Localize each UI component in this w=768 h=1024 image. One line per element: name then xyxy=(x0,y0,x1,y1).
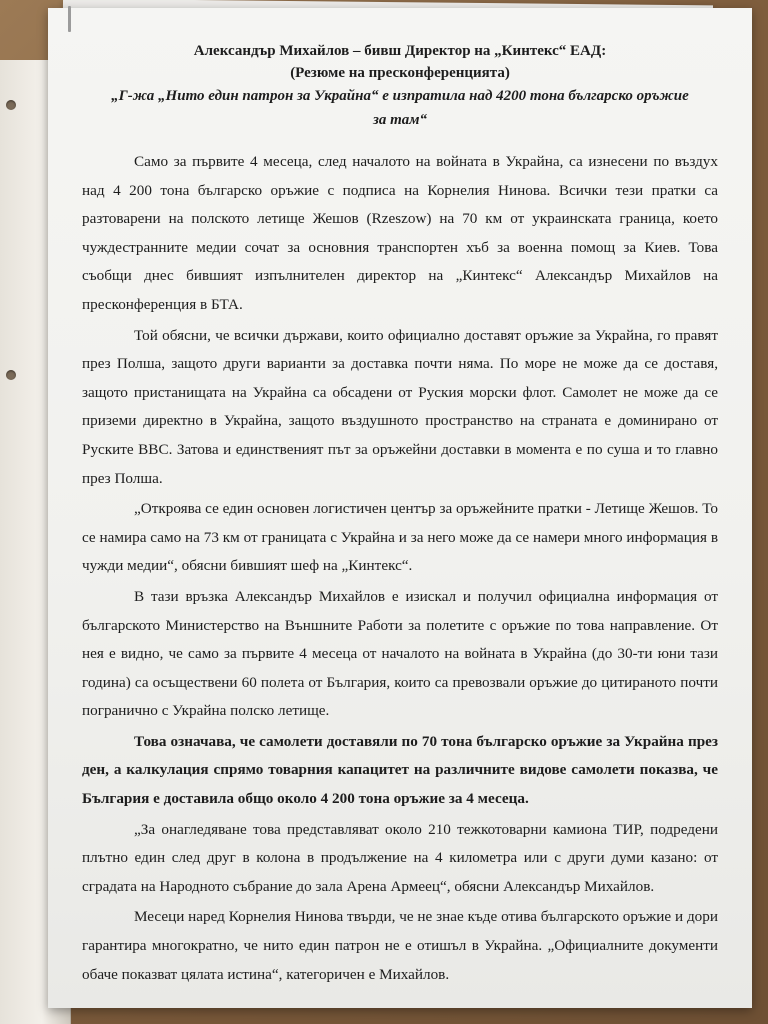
binder-hole xyxy=(6,370,16,380)
paragraph-bold: Това означава, че самолети доставяли по 70 тона българско оръжие за Украйна през ден, а калкулация спрямо товарния капацитет на различните видове самолети показва, че България е доставила общо около 4 200 тона оръжие за 4 месеца. xyxy=(82,732,718,808)
paragraph: „Откроява се един основен логистичен център за оръжейните пратки - Летище Жешов. То се намира само на 73 км от границата с Украйна и за него може да се намери много информация в чужди медии“, обясни бившият шеф на „Кинтекс“. xyxy=(82,500,718,575)
paragraph: Месеци наред Корнелия Нинова твърди, че не знае къде отива българското оръжие и дори гарантира многократно, че нито един патрон не е отишъл в Украйна. „Официалните документи обаче показват цялата истина“, категоричен е Михайлов. xyxy=(82,908,718,983)
document-title: Александър Михайлов – бивш Директор на „Кинтекс“ ЕАД: xyxy=(193,43,607,59)
staple-mark xyxy=(68,6,71,32)
document-headline: „Г-жа „Нито един патрон за Украйна“ е изпратила над 4200 тона българско оръжие за там“ xyxy=(111,88,689,128)
document-header xyxy=(48,40,752,132)
paragraph: „За онагледяване това представляват около 210 тежкотоварни камиона ТИР, подредени плътно един след друг в колона в продължение на 4 километра или с други думи казано: от сградата на Народното събрание до зала Арена Армеец“, обясни Александър Михайлов. xyxy=(82,820,718,895)
document-body xyxy=(82,148,718,989)
document-subtitle: (Резюме на пресконференцията) xyxy=(290,65,510,81)
document-page xyxy=(48,8,752,1008)
binder-hole xyxy=(6,100,16,110)
paragraph: Само за първите 4 месеца, след началото на войната в Украйна, са изнесени по въздух над 4 200 тона българско оръжие с подписа на Корнелия Нинова. Всички тези пратки са разтоварени на полското летище Жешов (Rzeszow) на 70 км от украинската граница, което чуждестранните медии сочат за основния транспортен хъб за военна помощ за Киев. Това съобщи днес бившият изпълнителен директор на „Кинтекс“ Александър Михайлов на пресконференция в БТА. xyxy=(82,153,718,313)
paragraph: В тази връзка Александър Михайлов е изискал и получил официална информация от българското Министерство на Външните Работи за полетите с оръжие по това направление. От нея е видно, че само за първите 4 месеца от началото на войната в Украйна (до 30-ти юни тази година) са осъществени 60 полета от България, които са превозвали оръжие до цитираното почти погранично с Украйна полско летище. xyxy=(82,587,718,720)
paragraph: Той обясни, че всички държави, които официално доставят оръжие за Украйна, го правят през Полша, защото други варианти за доставка почти няма. По море не може да се доставя, защото пристанищата на Украйна са обсадени от Руския морски флот. Самолет не може да се приземи директно в Украйна, защото въздушното пространство на страната е доминирано от Руските ВВС. Затова и единственият път за оръжейни доставки в момента е по суша и то главно през Полша. xyxy=(82,326,718,487)
